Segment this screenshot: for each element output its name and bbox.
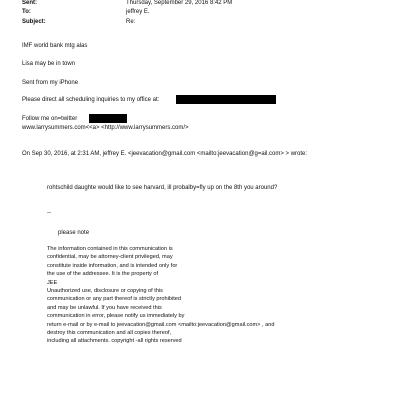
please-note: please note: [58, 230, 90, 236]
scheduling-line: Please direct all scheduling inquiries to my office at:: [22, 97, 160, 103]
website-link[interactable]: www.larrysummers.com<<a> <http://www.larrysummers.com/>: [22, 125, 189, 131]
disclaimer-line: JEE: [47, 279, 58, 286]
disclaimer-line: The information contained in this communication is: [47, 246, 173, 252]
disclaimer-block: [47, 245, 274, 346]
disclaimer-line: constitute inside information, and is intended only for: [47, 262, 178, 269]
sent-label: Sent:: [22, 0, 37, 6]
disclaimer-line: destroy this communication and all copies thereof,: [47, 329, 172, 336]
disclaimer-line: the use of the addressee. It is the property of: [47, 271, 159, 278]
follow-line: Follow me on=twitter: [22, 116, 78, 122]
disclaimer-line: communication or any part thereof is strictly prohibited: [47, 296, 181, 303]
disclaimer-line: confidential, may be attorney-client privileged, may: [47, 254, 173, 261]
quoted-message: rohtschild daughte would like to see harvard, ill probalby=fly up on the 8th you around?: [47, 185, 278, 191]
subject-label: Subject:: [22, 19, 46, 25]
disclaimer-line: including all attachments. copyright -all rights reserved: [47, 338, 182, 345]
to-label: To:: [22, 9, 31, 15]
quote-header: On Sep 30, 2016, at 2:31 AM, jeffrey E. <jeevacation@gmail.com <mailto:jeevacation@g=ail.com> > wrote:: [22, 151, 308, 157]
to-value: jeffrey E.: [126, 9, 150, 15]
body-line-imf: IMF world bank mtg alas: [22, 43, 88, 49]
redaction-box-office: [176, 95, 276, 104]
disclaimer-line: return e-mail or by e-mail to jeevacation@gmail.com <mailto:jeevacation@gmail.com> , and: [47, 321, 275, 328]
disclaimer-line: and may be unlawful. If you have received this: [47, 304, 162, 311]
body-line-sent-from: Sent from my iPhone: [22, 80, 79, 86]
disclaimer-line: Unauthorized use, disclosure or copying of this: [47, 287, 163, 294]
redaction-box-twitter: [89, 114, 127, 123]
sent-value: Thursday, September 29, 2016 8:42 PM: [126, 0, 233, 6]
body-line-lisa: Lisa may be in town: [22, 61, 76, 67]
signature-dash: --: [47, 210, 51, 216]
subject-value: Re:: [126, 19, 136, 25]
disclaimer-line: communication in error, please notify us immediately by: [47, 313, 185, 320]
